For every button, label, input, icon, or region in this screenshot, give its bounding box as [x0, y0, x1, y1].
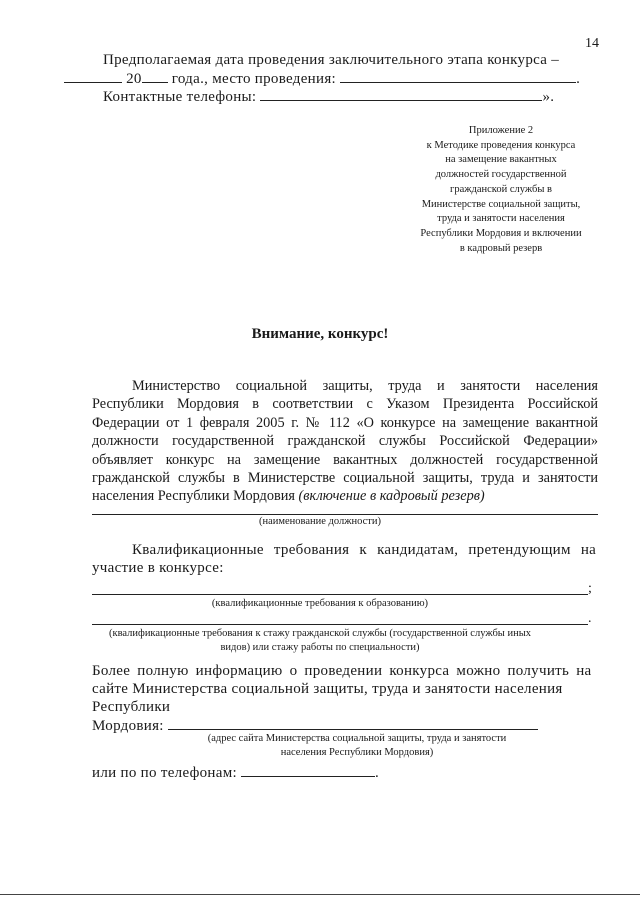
- venue-blank: [340, 70, 576, 83]
- venue-label: года., место проведения:: [171, 71, 337, 87]
- appendix-line: Приложение 2: [468, 125, 534, 136]
- experience-caption-2: видов) или стажу работы по специальности): [220, 642, 420, 653]
- announcement-paragraph: [92, 377, 598, 506]
- phone-label: или по по телефонам:: [92, 765, 237, 781]
- appendix-line: Республики Мордовия и включении: [420, 227, 582, 239]
- experience-caption-1: (квалификационные требования к стажу гражданской службы (государственной службы иных: [108, 628, 532, 639]
- announcement-italic: (включение в кадровый резерв): [298, 488, 485, 505]
- appendix-line: должностей государственной: [435, 169, 567, 181]
- header-line-2: [64, 70, 580, 88]
- info-line-1: Более полную информацию о проведении конкурса можно получить на: [92, 663, 592, 679]
- phones-end: ».: [542, 89, 555, 105]
- experience-end: .: [588, 611, 592, 626]
- appendix-line: гражданской службы в: [450, 183, 552, 195]
- phone-line: [92, 764, 379, 782]
- info-line-2: сайте Министерства социальной защиты, труда и занятости населения: [92, 681, 563, 697]
- qualification-line-1: Квалификационные требования к кандидатам, претендующим на: [132, 542, 597, 558]
- appendix-line: в кадровый резерв: [459, 242, 543, 254]
- website-caption-2: населения Республики Мордовия): [280, 747, 434, 758]
- education-end: ;: [588, 581, 592, 596]
- page-number: 14: [585, 36, 599, 51]
- appendix-line: на замещение вакантных: [445, 154, 557, 166]
- education-caption: (квалификационные требования к образованию): [211, 598, 429, 609]
- website-caption-1: (адрес сайта Министерства социальной защиты, труда и занятости: [207, 733, 507, 744]
- header-line-1: Предполагаемая дата проведения заключительного этапа конкурса –: [103, 52, 560, 68]
- qualification-line-2: участие в конкурсе:: [92, 560, 224, 576]
- appendix-line: труда и занятости населения: [437, 213, 565, 225]
- phones-blank: [260, 88, 542, 101]
- venue-end: .: [576, 71, 581, 87]
- appendix-block: [395, 124, 607, 256]
- day-blank: [64, 70, 122, 83]
- position-caption: (наименование должности): [258, 516, 382, 527]
- website-blank: [168, 717, 538, 730]
- page-title: Внимание, конкурс!: [251, 326, 389, 342]
- position-blank: [92, 514, 598, 515]
- phone-end: .: [375, 765, 380, 781]
- year-prefix: 20: [126, 71, 142, 87]
- info-line-3: Республики: [92, 699, 171, 715]
- appendix-line: Министерстве социальной защиты,: [421, 198, 581, 210]
- experience-blank: [92, 624, 588, 625]
- appendix-line: к Методике проведения конкурса: [426, 139, 576, 151]
- region-label: Мордовия:: [92, 718, 164, 734]
- phone-blank: [241, 764, 375, 777]
- header-line-3: [103, 88, 554, 106]
- education-blank: [92, 594, 588, 595]
- year-blank: [142, 70, 168, 83]
- announcement-text: Министерство социальной защиты, труда и занятости населения Республики Мордовия в соответствии с Указом Президента Российской Федерации от 1 февраля 2005 г. № 112 «О конкурсе на замещение вакантной должности государственной гражданской службы Российской Федерации» объявляет конкурс на замещение вакантных должностей государственной гражданской службы в Министерстве социальной защиты, труда и занятости населения Республики Мордовия: [92, 378, 598, 505]
- page-bottom-edge: [0, 894, 640, 895]
- phones-label: Контактные телефоны:: [103, 89, 257, 105]
